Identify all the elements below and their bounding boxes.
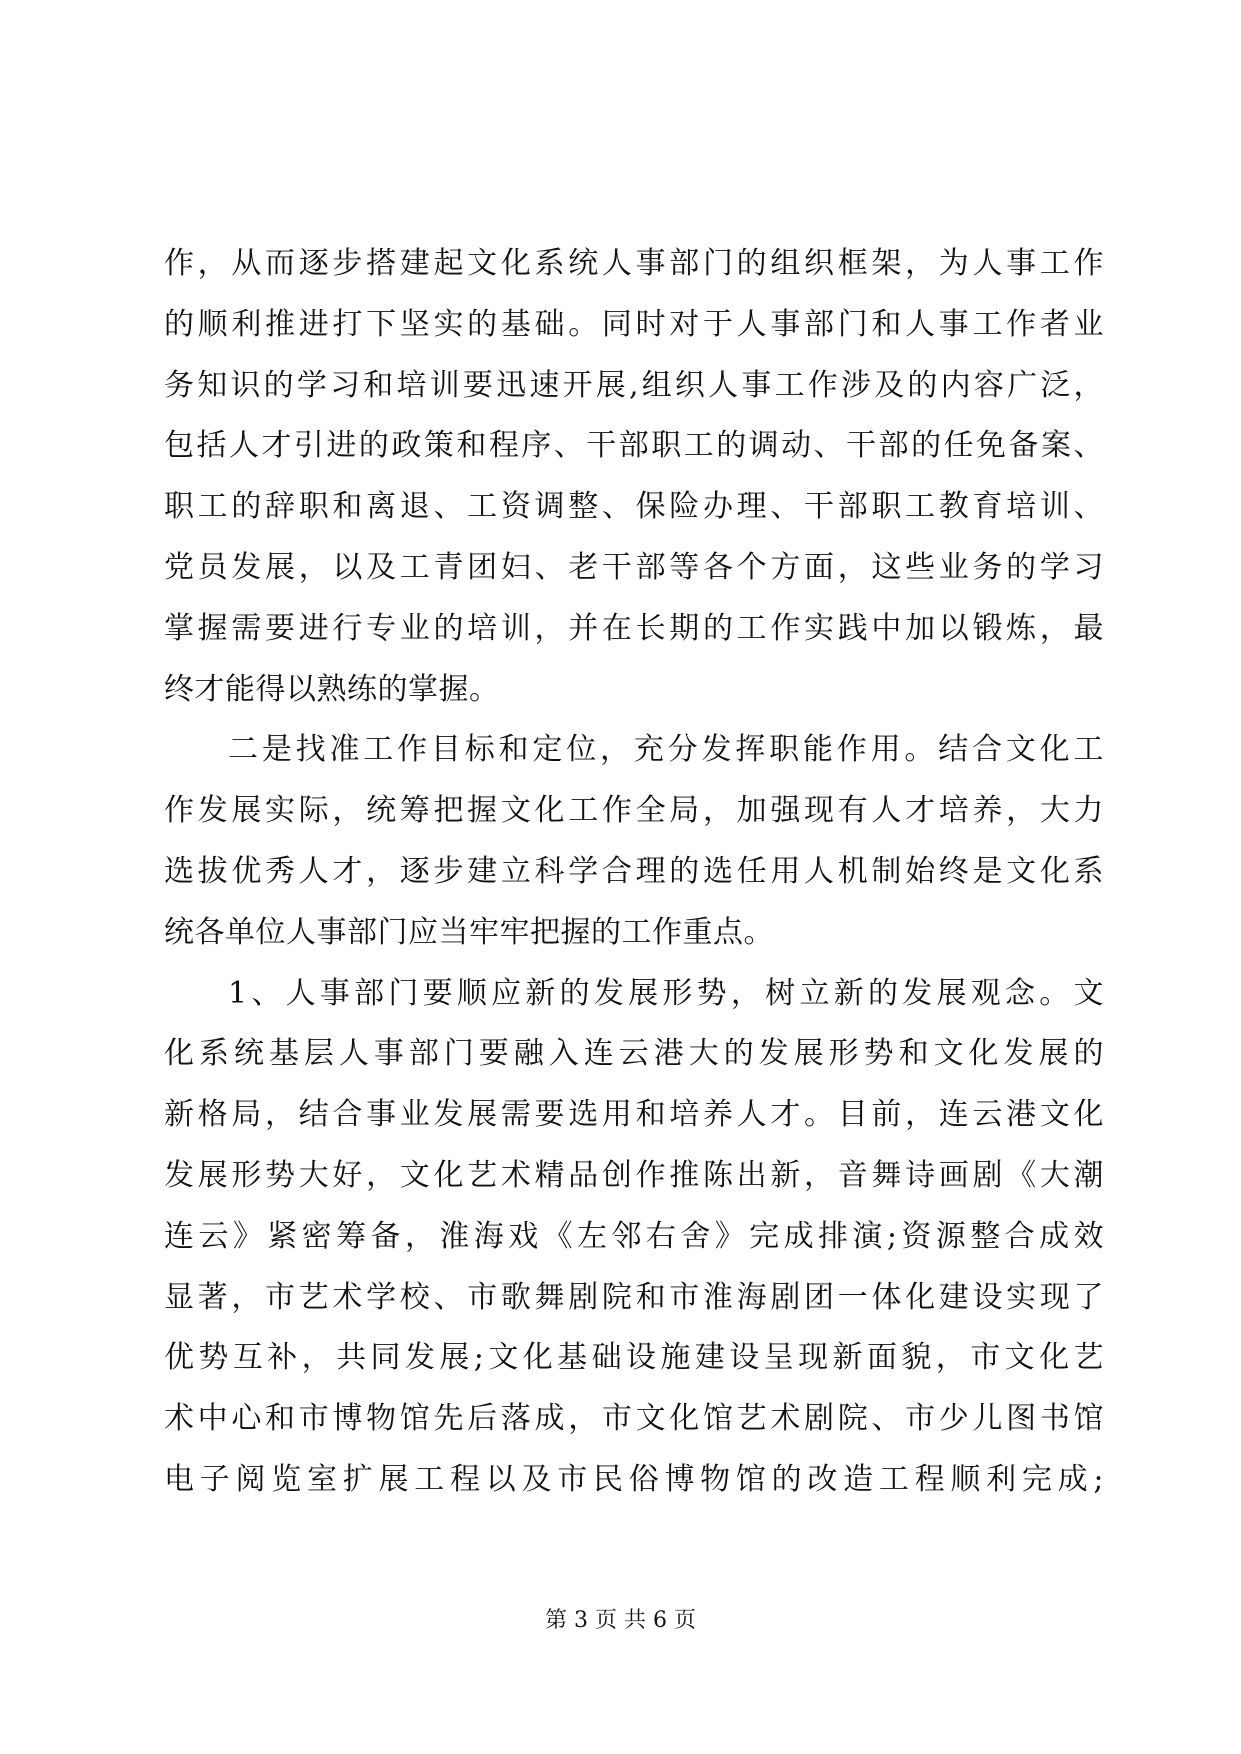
text-line: 统各单位人事部门应当牢牢把握的工作重点。 bbox=[164, 914, 774, 950]
paragraph-2 bbox=[164, 720, 1104, 963]
body-text bbox=[164, 234, 1104, 1511]
text-line: 作，从而逐步搭建起文化系统人事部门的组织框架，为人事工作 bbox=[164, 246, 1104, 281]
text-line: 化系统基层人事部门要融入连云港大的发展形势和文化发展的 bbox=[164, 1036, 1104, 1072]
text-line: 作发展实际，统筹把握文化工作全局，加强现有人才培养，大力 bbox=[164, 793, 1104, 829]
text-line: 务知识的学习和培训要迅速开展,组织人事工作涉及的内容广泛， bbox=[164, 367, 1104, 403]
text-line: 电子阅览室扩展工程以及市民俗博物馆的改造工程顺利完成; bbox=[164, 1461, 1104, 1497]
text-line: 终才能得以熟练的掌握。 bbox=[164, 671, 500, 707]
text-line: 发展形势大好，文化艺术精品创作推陈出新，音舞诗画剧《大潮 bbox=[164, 1157, 1104, 1193]
text-line: 新格局，结合事业发展需要选用和培养人才。目前，连云港文化 bbox=[164, 1097, 1104, 1133]
paragraph-1 bbox=[164, 234, 1104, 720]
paragraph-3 bbox=[164, 964, 1104, 1511]
text-line: 连云》紧密筹备，淮海戏《左邻右舍》完成排演;资源整合成效 bbox=[164, 1218, 1104, 1254]
text-line: 优势互补，共同发展;文化基础设施建设呈现新面貌，市文化艺 bbox=[164, 1340, 1104, 1376]
text-line: 掌握需要进行专业的培训，并在长期的工作实践中加以锻炼，最 bbox=[164, 610, 1104, 646]
page-number-footer: 第 3 页 共 6 页 bbox=[545, 1608, 696, 1633]
text-line: 术中心和市博物馆先后落成，市文化馆艺术剧院、市少儿图书馆 bbox=[164, 1401, 1104, 1437]
text-line: 包括人才引进的政策和程序、干部职工的调动、干部的任免备案、 bbox=[164, 428, 1104, 464]
text-line: 党员发展，以及工青团妇、老干部等各个方面，这些业务的学习 bbox=[164, 549, 1104, 585]
text-line: 选拔优秀人才，逐步建立科学合理的选任用人机制始终是文化系 bbox=[164, 853, 1104, 889]
text-line: 的顺利推进打下坚实的基础。同时对于人事部门和人事工作者业 bbox=[164, 306, 1104, 342]
text-line: 1、人事部门要顺应新的发展形势，树立新的发展观念。文 bbox=[228, 975, 1104, 1011]
text-line: 职工的辞职和离退、工资调整、保险办理、干部职工教育培训、 bbox=[164, 489, 1104, 525]
text-line: 显著，市艺术学校、市歌舞剧院和市淮海剧团一体化建设实现了 bbox=[164, 1279, 1104, 1315]
text-line: 二是找准工作目标和定位，充分发挥职能作用。结合文化工 bbox=[228, 732, 1104, 768]
